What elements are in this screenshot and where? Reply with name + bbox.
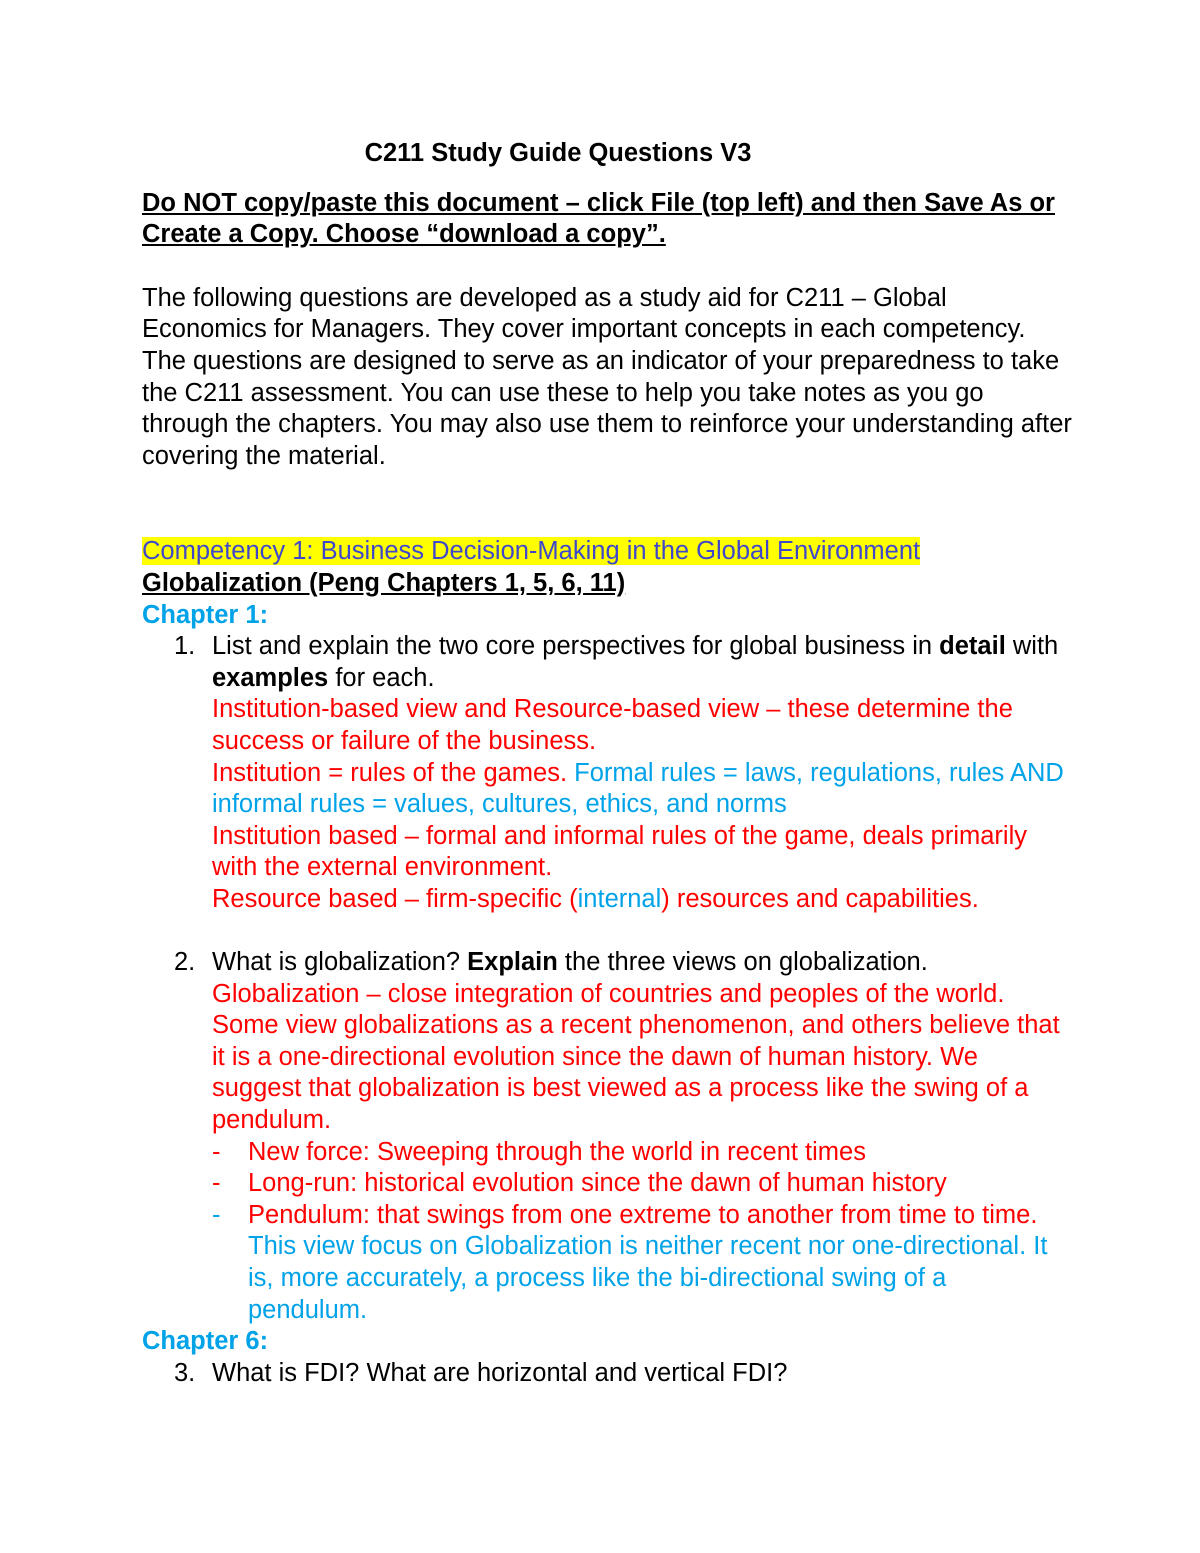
competency-highlight: Competency 1: Business Decision-Making in the Global Environment [142, 537, 921, 566]
question-emphasis: examples [212, 663, 329, 692]
section-heading: Globalization (Peng Chapters 1, 5, 6, 11) [142, 568, 626, 597]
answer-line: Institution based – formal and informal rules of the game, deals primarily with the external environment. [212, 821, 1027, 882]
question-number: 3. [174, 1358, 196, 1387]
document-page [142, 138, 1072, 1389]
question-number: 1. [174, 632, 196, 661]
question-3 [142, 1358, 1072, 1390]
answer-text-blue: internal [577, 884, 662, 913]
view-item [212, 1200, 1072, 1326]
question-text [212, 631, 1072, 694]
answer-line [212, 884, 1072, 916]
document-title: C211 Study Guide Questions V3 [364, 139, 752, 167]
view-item [212, 1137, 1072, 1169]
question-text-part: List and explain the two core perspectives for global business in [212, 632, 940, 661]
answer-line [212, 758, 1072, 821]
answer-line: Institution-based view and Resource-based view – these determine the success or failure of the business. [212, 695, 1013, 755]
dash-marker: - [212, 1200, 221, 1229]
question-text-part: with [1005, 632, 1059, 661]
view-text-extra: This view focus on Globalization is neither recent nor one-directional. It is, more accurately, a process like the bi-directional swing of a pendulum. [248, 1232, 1048, 1324]
dash-marker: - [212, 1169, 221, 1198]
question-text-part: What is globalization? [212, 948, 468, 977]
answer-paragraph: Globalization – close integration of countries and peoples of the world. Some view globalizations as a recent phenomenon, and others believe that it is a one-directional evolution since the dawn of human history. We suggest that globalization is best viewed as a process like the swing of a pendulum. [212, 979, 1060, 1135]
question-text [212, 947, 1072, 979]
question-number: 2. [174, 948, 196, 977]
answer-text-blue: Formal rules = laws, regulations, rules AND informal rules = values, cultures, ethics, and norms [212, 758, 1064, 819]
answer-text-red: ) resources and capabilities. [661, 884, 979, 913]
dash-marker: - [212, 1137, 221, 1166]
question-2 [142, 947, 1072, 1326]
question-text-part: the three views on globalization. [557, 948, 928, 977]
intro-paragraph: The following questions are developed as a study aid for C211 – Global Economics for Managers. They cover important concepts in each competency. The questions are designed to serve as an indicator of your preparedness to take the C211 assessment. You can use these to help you take notes as you go through the chapters. You may also use them to reinforce your understanding after covering the material. [142, 283, 1072, 470]
question-text-part: for each. [328, 663, 435, 692]
question-1 [142, 631, 1072, 915]
view-text: Long-run: historical evolution since the dawn of human history [248, 1169, 947, 1198]
copy-notice: Do NOT copy/paste this document – click File (top left) and then Save As or Create a Copy. Choose “download a copy”. [142, 188, 1055, 249]
spacer [142, 915, 1072, 947]
view-text: Pendulum: that swings from one extreme to another from time to time. [248, 1200, 1038, 1229]
view-item [212, 1168, 1072, 1200]
chapter-6-heading: Chapter 6: [142, 1327, 269, 1356]
answer-text-red: Resource based – firm-specific ( [212, 884, 578, 913]
question-emphasis: detail [939, 632, 1006, 661]
view-text: New force: Sweeping through the world in recent times [248, 1137, 866, 1166]
chapter-1-heading: Chapter 1: [142, 600, 269, 629]
competency-heading [142, 536, 1072, 568]
answer-text-red: Institution = rules of the games. [212, 758, 575, 787]
question-text: What is FDI? What are horizontal and vertical FDI? [212, 1358, 788, 1387]
question-emphasis: Explain [467, 948, 558, 977]
